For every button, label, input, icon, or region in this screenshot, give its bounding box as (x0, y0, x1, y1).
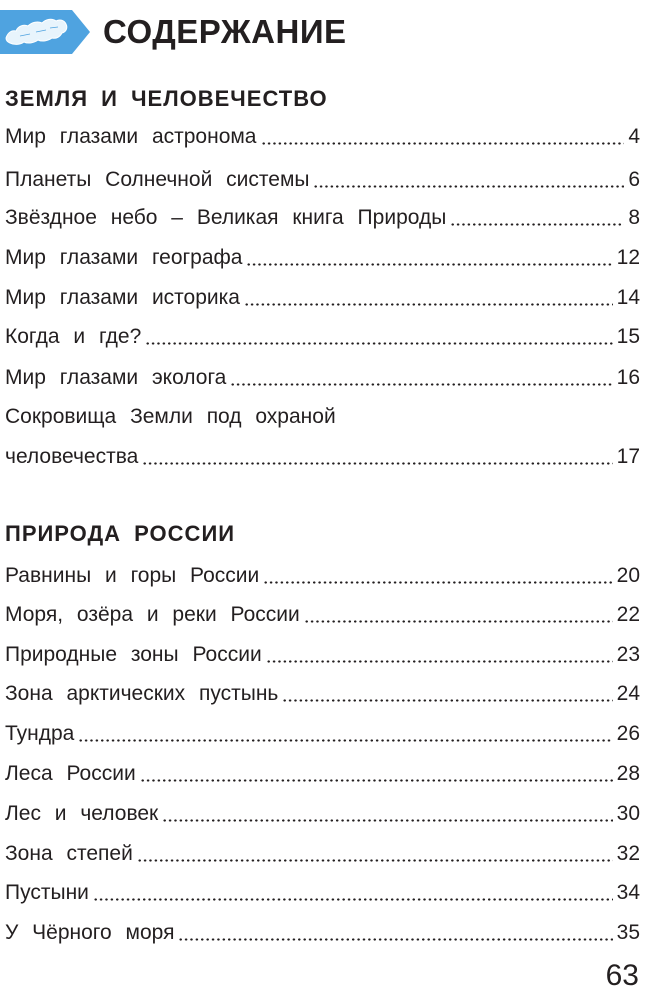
toc-entry[interactable] (5, 165, 640, 195)
toc-entry[interactable] (5, 759, 640, 789)
toc-entry[interactable] (5, 600, 640, 630)
toc-entry-page: 23 (616, 643, 640, 666)
toc-entry-title: Леса России (5, 762, 136, 785)
dot-leader (304, 620, 613, 623)
toc-entry-page: 8 (628, 206, 640, 229)
toc-entry[interactable] (5, 679, 640, 709)
toc-entry[interactable] (5, 719, 640, 749)
dot-leader (244, 303, 613, 306)
toc-entry-page: 12 (616, 246, 640, 269)
toc-entry[interactable] (5, 322, 640, 352)
toc-entry-page: 16 (616, 366, 640, 389)
dot-leader (263, 581, 612, 584)
toc-entry[interactable] (5, 640, 640, 670)
dot-leader (142, 462, 612, 465)
section-title: ПРИРОДА РОССИИ (5, 521, 236, 546)
toc-entry[interactable] (5, 203, 640, 233)
dot-leader (266, 660, 613, 663)
page-title: СОДЕРЖАНИЕ (103, 13, 347, 50)
toc-entry-title: Мир глазами историка (5, 286, 240, 309)
toc-entry-title: Моря, озёра и реки России (5, 603, 300, 626)
toc-entry-page: 35 (616, 921, 640, 944)
toc-entry[interactable] (5, 561, 640, 591)
toc-entry[interactable] (5, 442, 640, 472)
toc-entry-page: 32 (616, 842, 640, 865)
toc-entry[interactable] (5, 122, 640, 152)
dot-leader (178, 938, 612, 941)
toc-entry[interactable] (5, 918, 640, 948)
toc-entry-title: Мир глазами эколога (5, 366, 227, 389)
toc-entry-page: 28 (616, 762, 640, 785)
toc-entry-title: Звёздное небо – Великая книга Природы (5, 206, 447, 229)
toc-entry-title: Мир глазами географа (5, 246, 243, 269)
toc-entry-page: 30 (616, 802, 640, 825)
toc-entry-page: 34 (616, 881, 640, 904)
toc-entry[interactable] (5, 243, 640, 273)
toc-entry-title: Когда и где? (5, 325, 142, 348)
page-number: 63 (605, 959, 639, 992)
toc-entry[interactable] (5, 799, 640, 829)
toc-entry-title: Равнины и горы России (5, 564, 260, 587)
dot-leader (450, 223, 624, 226)
toc-entry-title: Тундра (5, 722, 75, 745)
dot-leader (282, 699, 612, 702)
dot-leader (313, 185, 624, 188)
dot-leader (162, 819, 612, 822)
toc-entry-page: 20 (616, 564, 640, 587)
toc-entry-title: Зона арктических пустынь (5, 682, 279, 705)
toc-entry-title: Лес и человек (5, 802, 159, 825)
page-header (0, 0, 647, 64)
dot-leader (261, 142, 625, 145)
dot-leader (93, 898, 613, 901)
toc-entry-title: Планеты Солнечной системы (5, 168, 310, 191)
toc-entry-title: Пустыни (5, 881, 89, 904)
dot-leader (246, 263, 612, 266)
toc-entry-page: 15 (616, 325, 640, 348)
toc-entry-page: 6 (628, 168, 640, 191)
section-title: ЗЕМЛЯ И ЧЕЛОВЕЧЕСТВО (5, 86, 328, 111)
toc-entry-page: 14 (616, 286, 640, 309)
dot-leader (230, 383, 612, 386)
toc-entry-page: 17 (616, 445, 640, 468)
russia-map-icon (0, 8, 92, 56)
toc-entry-title: У Чёрного моря (5, 921, 175, 944)
toc-entry-title: человечества (5, 445, 139, 468)
toc-entry[interactable] (5, 839, 640, 869)
toc-entry-title: Зона степей (5, 842, 133, 865)
dot-leader (140, 779, 613, 782)
toc-entry-page: 22 (616, 603, 640, 626)
toc-entry-title: Мир глазами астронома (5, 125, 257, 148)
dot-leader (145, 342, 612, 345)
toc-entry-title-line1[interactable]: Сокровища Земли под охраной (5, 405, 336, 428)
toc-entry-page: 26 (616, 722, 640, 745)
dot-leader (137, 859, 613, 862)
toc-entry-page: 24 (616, 682, 640, 705)
toc-entry[interactable] (5, 283, 640, 313)
dot-leader (78, 739, 612, 742)
toc-entry-page: 4 (628, 125, 640, 148)
toc-entry[interactable] (5, 363, 640, 393)
toc-entry-title: Природные зоны России (5, 643, 262, 666)
toc-entry[interactable] (5, 878, 640, 908)
